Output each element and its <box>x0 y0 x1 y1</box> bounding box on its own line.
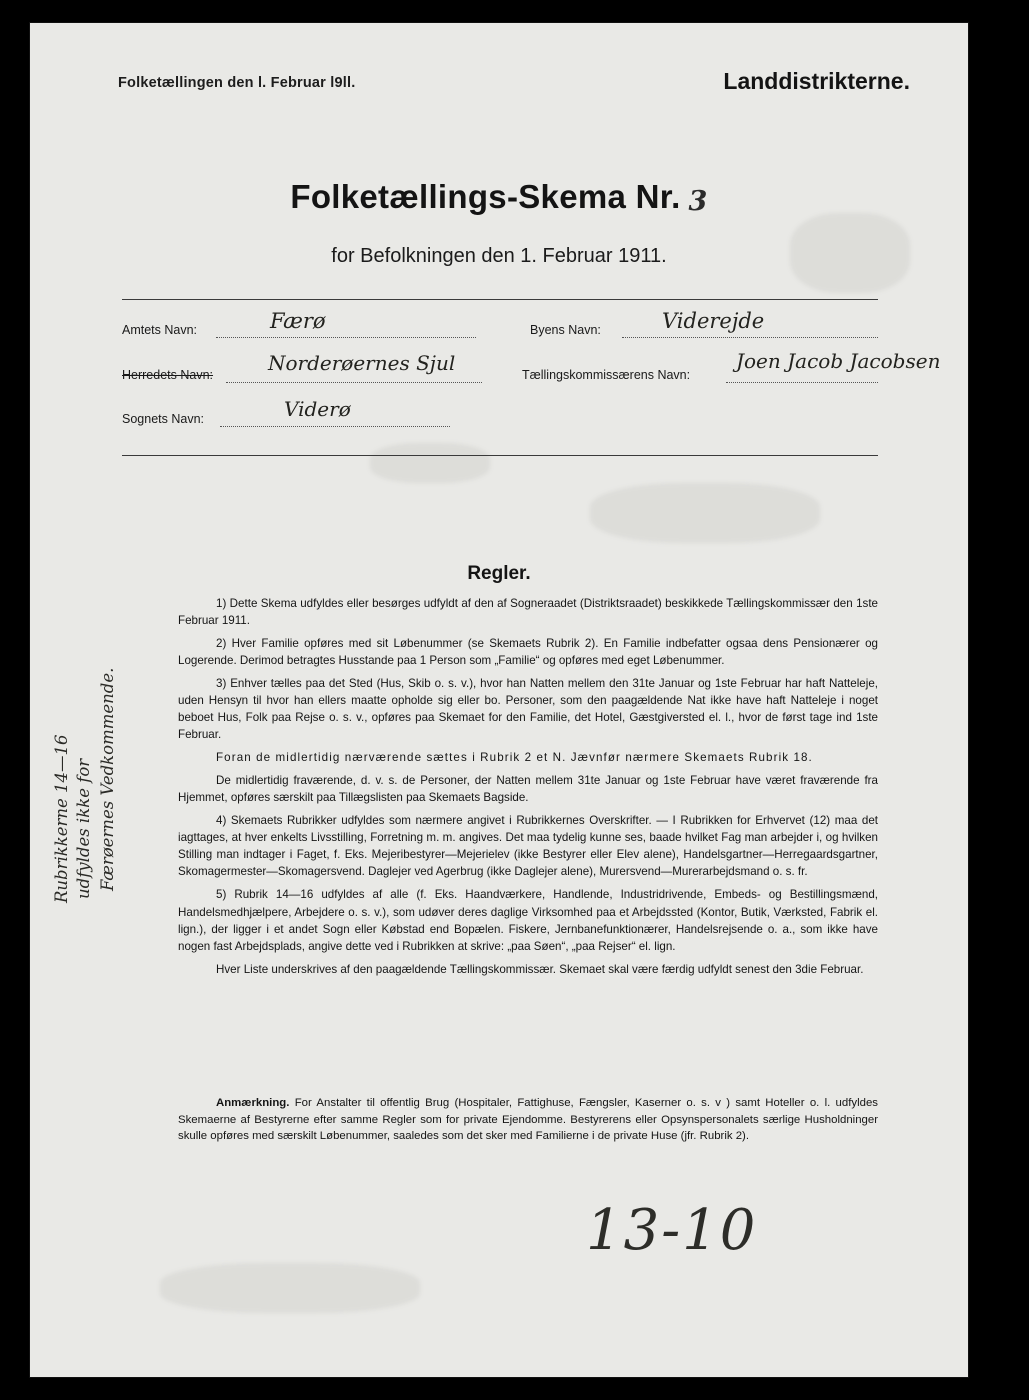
divider-top <box>122 299 878 300</box>
sogn-label: Sognets Navn: <box>122 412 204 426</box>
form-fields <box>30 309 968 450</box>
page-title <box>30 178 968 216</box>
amt-label: Amtets Navn: <box>122 323 198 337</box>
rule-item: 4) Skemaets Rubrikker udfyldes som nærmere angivet i Rubrikkernes Overskrifter. — I Rubrikken for Erhvervet (12) maa det iagttages, at hver enkelts Livsstilling, Forretning m. m. angives. Det maa tydelig kunne ses, baade hvilket Fag man arbejder i, og hvilken Stilling man indtager i Faget, f. Eks. Mejeribestyrer—Mejerielev (ikke Bestyrer eller Elev alene), Handelsgartner—Herregaardsgartner, Skomagermester—Skomagersvend. Daglejer ved Agerbrug (ikke Daglejer alene), Murersvend—Murerarbejdsmand o. s. fr. <box>178 814 878 879</box>
margin-note <box>52 603 117 903</box>
rule-item: De midlertidig fraværende, d. v. s. de Personer, der Natten mellem 31te Januar og 1ste Februar have været fraværende fra Hjemmet, opføres særskilt paa Tillægslisten paa Skemaets Bagside. <box>178 774 878 805</box>
kommissar-label: Tællingskommissærens Navn: <box>522 368 691 382</box>
document-header <box>30 68 968 105</box>
annotation-label: Anmærkning. <box>216 1097 290 1109</box>
herred-label: Herredets Navn: <box>122 368 214 382</box>
rule-item: 3) Enhver tælles paa det Sted (Hus, Skib o. s. v.), hvor han Natten mellem den 31te Januar og 1ste Februar har haft Natteleje, uden Hensyn til hvor han ellers maatte opholde sig eller bo. Personer, som den paagældende Nat ikke have haft Natteleje i noget beboet Hus, Folk paa Rejse o. s. v., opføres paa Skemaet for den Familie, det Hotel, Gæstgiversted el. l., hvor de først tage ind 1ste Februar. <box>178 677 878 742</box>
page-subtitle: for Befolkningen den 1. Februar 1911. <box>331 245 667 267</box>
page-title-text: Folketællings-Skema Nr. <box>290 178 681 215</box>
annotation-text: For Anstalter til offentlig Brug (Hospitaler, Fattighuse, Fængsler, Kaserner o. s. v ) samt Hoteller o. l. udfyldes Skemaerne af Bestyrerne efter samme Regler som for private Ejendomme. Bestyrerens eller Opsynspersonalets særlige Husholdninger skulle opføres med særskilt Løbenummer, saaledes som det sker med Familierne i de private Huse (jfr. Rubrik 2). <box>178 1097 878 1143</box>
herred-dotted-line <box>226 382 482 383</box>
divider-bottom <box>122 455 878 456</box>
margin-note-line-2: udfyldes ikke for <box>74 758 93 899</box>
document-page <box>30 23 968 1377</box>
paper-smudge <box>160 1263 420 1313</box>
margin-note-line-3: Færøernes Vedkommende. <box>98 667 117 891</box>
rules-body <box>178 595 878 984</box>
kommissar-value: Joen Jacob Jacobsen <box>736 349 941 373</box>
rule-item: 5) Rubrik 14—16 udfyldes af alle (f. Eks. Haandværkere, Handlende, Industridrivende, Embeds- og Bestillingsmænd, Handelsmedhjælpere, Arbejdere o. s. v.), som udøver deres daglige Virksomhed paa et Arbejdssted (Kontor, Butik, Værksted, Fabrik el. lign.), der ligger i et andet Sogn eller Købstad end Bopælen. Fiskere, Jernbanefunktionærer, Handelsrejsende o. a., som ikke have nogen fast Arbejdsplads, angive dette ved i Rubrikken at skrive: „paa Søen“, „paa Rejser“ el. lign. <box>178 888 878 953</box>
rule-item: Hver Liste underskrives af den paagældende Tællingskommissær. Skemaet skal være færdig udfyldt senest den 3die Februar. <box>216 962 864 976</box>
schema-number-handwritten: 3 <box>688 186 708 217</box>
paper-smudge <box>590 483 820 543</box>
sogn-value: Viderø <box>284 397 351 421</box>
herred-value: Norderøernes Sjul <box>268 351 456 375</box>
annotation-block <box>178 1095 878 1145</box>
header-census-date: Folketællingen den l. Februar l9ll. <box>118 75 356 91</box>
kommissar-dotted-line <box>726 382 878 383</box>
rule-item: 1) Dette Skema udfyldes eller besørges udfyldt af den af Sogneraadet (Distriktsraadet) beskikkede Tællingskommissær den 1ste Februar 1911. <box>178 597 878 628</box>
sogn-dotted-line <box>220 426 450 427</box>
by-dotted-line <box>622 337 878 338</box>
by-value: Viderejde <box>662 309 765 333</box>
amt-value: Færø <box>270 309 326 333</box>
handwritten-reference-number: 13-10 <box>586 1198 758 1263</box>
rule-item: Foran de midlertidig nærværende sættes i Rubrik 2 et N. Jævnfør nærmere Skemaets Rubrik 18. <box>216 751 813 765</box>
by-label: Byens Navn: <box>530 323 601 337</box>
header-district-label: Landdistrikterne. <box>723 68 910 94</box>
amt-dotted-line <box>216 337 476 338</box>
rule-item: 2) Hver Familie opføres med sit Løbenummer (se Skemaets Rubrik 2). En Familie indbefatter ogsaa dens Pensionærer og Logerende. Derimod betragtes Husstande paa 1 Person som „Familie“ og opføres med eget Løbenummer. <box>178 637 878 668</box>
margin-note-line-1: Rubrikkerne 14—16 <box>52 734 71 903</box>
rules-heading: Regler. <box>467 563 531 584</box>
